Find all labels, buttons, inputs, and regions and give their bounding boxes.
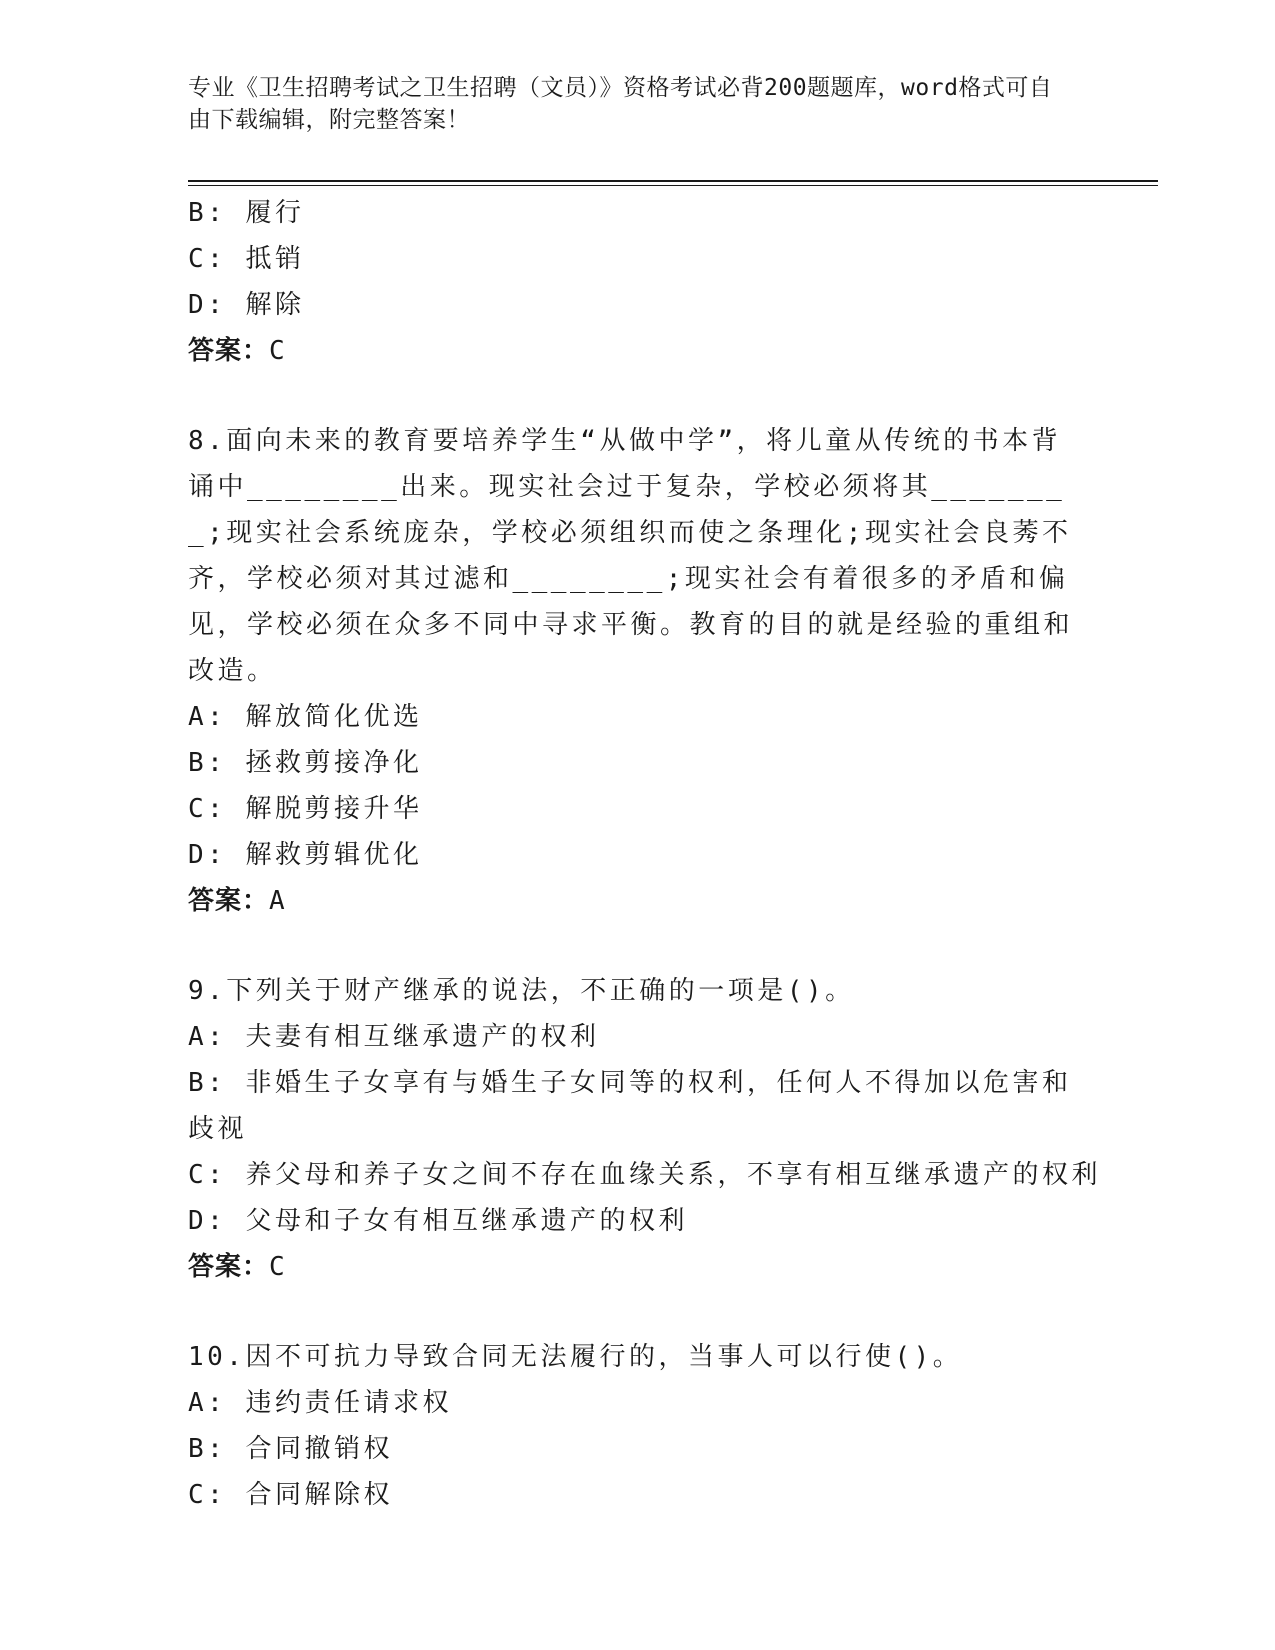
header-divider-thick xyxy=(188,180,1158,182)
answer-value: C xyxy=(269,1252,286,1282)
question-stem: 9.下列关于财产继承的说法，不正确的一项是()。 xyxy=(188,976,855,1006)
option-a: A: 解放简化优选 xyxy=(188,702,423,732)
answer-line xyxy=(188,1244,1088,1290)
answer-value: A xyxy=(269,886,286,916)
spacer xyxy=(188,374,1088,418)
option-a: A: 夫妻有相互继承遗产的权利 xyxy=(188,1022,600,1052)
question-stem: 10.因不可抗力导致合同无法履行的，当事人可以行使()。 xyxy=(188,1342,963,1372)
option-c: C: 解脱剪接升华 xyxy=(188,794,423,824)
option-c: C: 抵销 xyxy=(188,244,305,274)
option-b: B: 合同撤销权 xyxy=(188,1434,393,1464)
option-d: D: 解救剪辑优化 xyxy=(188,840,423,870)
question-content xyxy=(188,190,1101,1518)
option-b: B: 非婚生子女享有与婚生子女同等的权利，任何人不得加以危害和歧视 xyxy=(188,1068,1072,1144)
option-c: C: 合同解除权 xyxy=(188,1480,393,1510)
option-d: D: 解除 xyxy=(188,290,305,320)
option-b: B: 履行 xyxy=(188,198,305,228)
answer-label: 答案： xyxy=(188,886,270,916)
header-title: 专业《卫生招聘考试之卫生招聘（文员）》资格考试必背200题题库，word格式可自由下载编辑，附完整答案！ xyxy=(188,75,1053,133)
question-8 xyxy=(188,418,1088,924)
answer-label: 答案： xyxy=(188,336,270,366)
question-stem: 8.面向未来的教育要培养学生“从做中学”，将儿童从传统的书本背诵中________出来。现实社会过于复杂，学校必须将其________;现实社会系统庞杂，学校必须组织而使之条理化;现实社会良莠不齐，学校必须对其过滤和________;现实社会有着很多的矛盾和偏见，学校必须在众多不同中寻求平衡。教育的目的就是经验的重组和改造。 xyxy=(188,426,1074,686)
option-c: C: 养父母和养子女之间不存在血缘关系，不享有相互继承遗产的权利 xyxy=(188,1160,1101,1190)
document-header xyxy=(188,72,1068,136)
option-d: D: 父母和子女有相互继承遗产的权利 xyxy=(188,1206,688,1236)
answer-value: C xyxy=(269,336,286,366)
question-9 xyxy=(188,968,1101,1290)
answer-line xyxy=(188,878,1088,924)
answer-line xyxy=(188,328,1088,374)
spacer xyxy=(188,1290,1088,1334)
answer-label: 答案： xyxy=(188,1252,270,1282)
question-10 xyxy=(188,1334,1088,1518)
question-7-tail xyxy=(188,190,1088,374)
header-divider-thin xyxy=(188,185,1158,186)
option-a: A: 违约责任请求权 xyxy=(188,1388,452,1418)
option-b: B: 拯救剪接净化 xyxy=(188,748,423,778)
spacer xyxy=(188,924,1088,968)
